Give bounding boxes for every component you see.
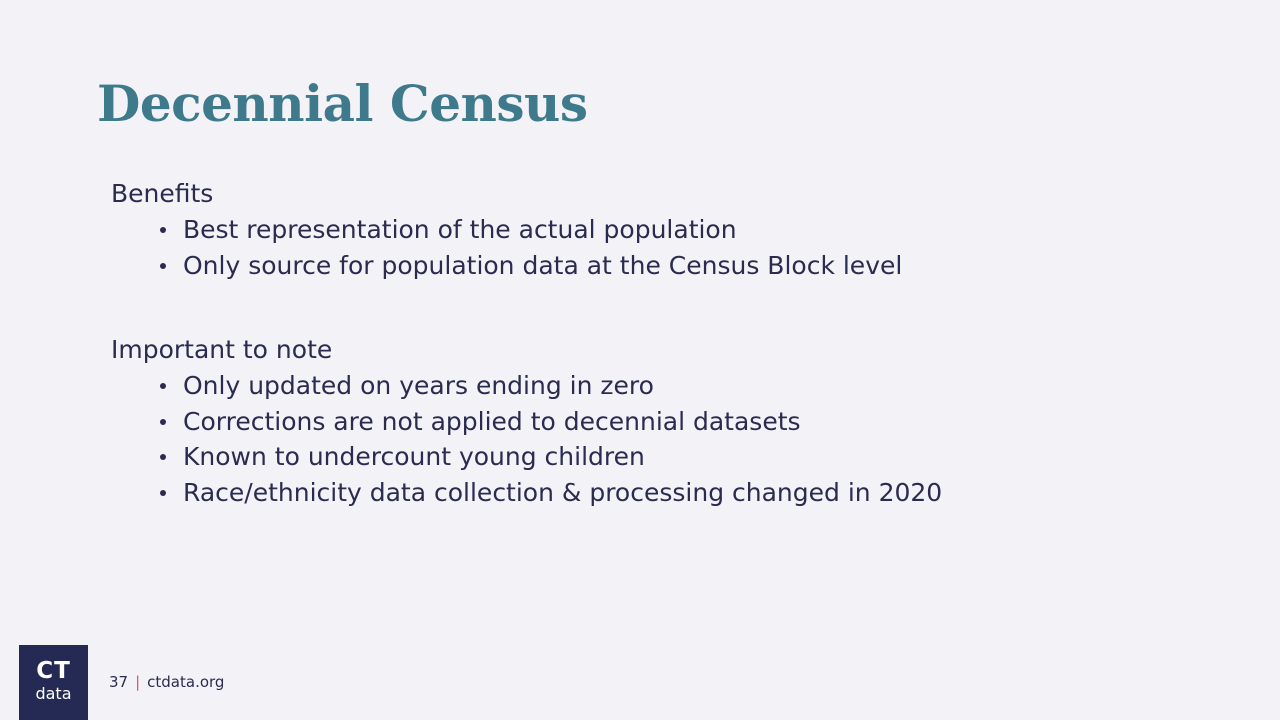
list-item <box>158 212 1111 248</box>
notes-list <box>111 368 1111 510</box>
bullet-icon <box>160 227 166 233</box>
bullet-icon <box>160 383 166 389</box>
page-number: 37 <box>109 673 129 691</box>
bullet-icon <box>160 454 166 460</box>
bullet-icon <box>160 419 166 425</box>
list-item-text: Race/ethnicity data collection & processing changed in 2020 <box>183 477 943 507</box>
notes-section <box>111 332 1111 510</box>
ctdata-logo <box>19 645 88 720</box>
benefits-section <box>111 176 1111 283</box>
list-item <box>158 475 1111 511</box>
notes-heading: Important to note <box>111 335 333 364</box>
list-item-text: Corrections are not applied to decennial datasets <box>183 406 801 436</box>
slide-title: Decennial Census <box>97 74 588 133</box>
list-item-text: Only updated on years ending in zero <box>183 371 654 400</box>
slide-footer <box>109 672 224 692</box>
list-item <box>158 439 1111 475</box>
footer-separator: | <box>135 673 141 691</box>
logo-data-text: data <box>35 684 72 703</box>
list-item <box>158 248 1111 284</box>
logo-ct-text: CT <box>36 658 71 684</box>
list-item <box>158 404 1111 440</box>
bullet-icon <box>160 490 166 496</box>
bullet-icon <box>160 263 166 269</box>
list-item-text: Known to undercount young children <box>183 442 645 471</box>
list-item-text: Best representation of the actual population <box>183 215 737 244</box>
list-item <box>158 368 1111 404</box>
footer-site: ctdata.org <box>147 673 225 691</box>
benefits-heading: Benefits <box>111 179 214 208</box>
list-item-text: Only source for population data at the Census Block level <box>183 250 903 280</box>
benefits-list <box>111 212 1111 283</box>
